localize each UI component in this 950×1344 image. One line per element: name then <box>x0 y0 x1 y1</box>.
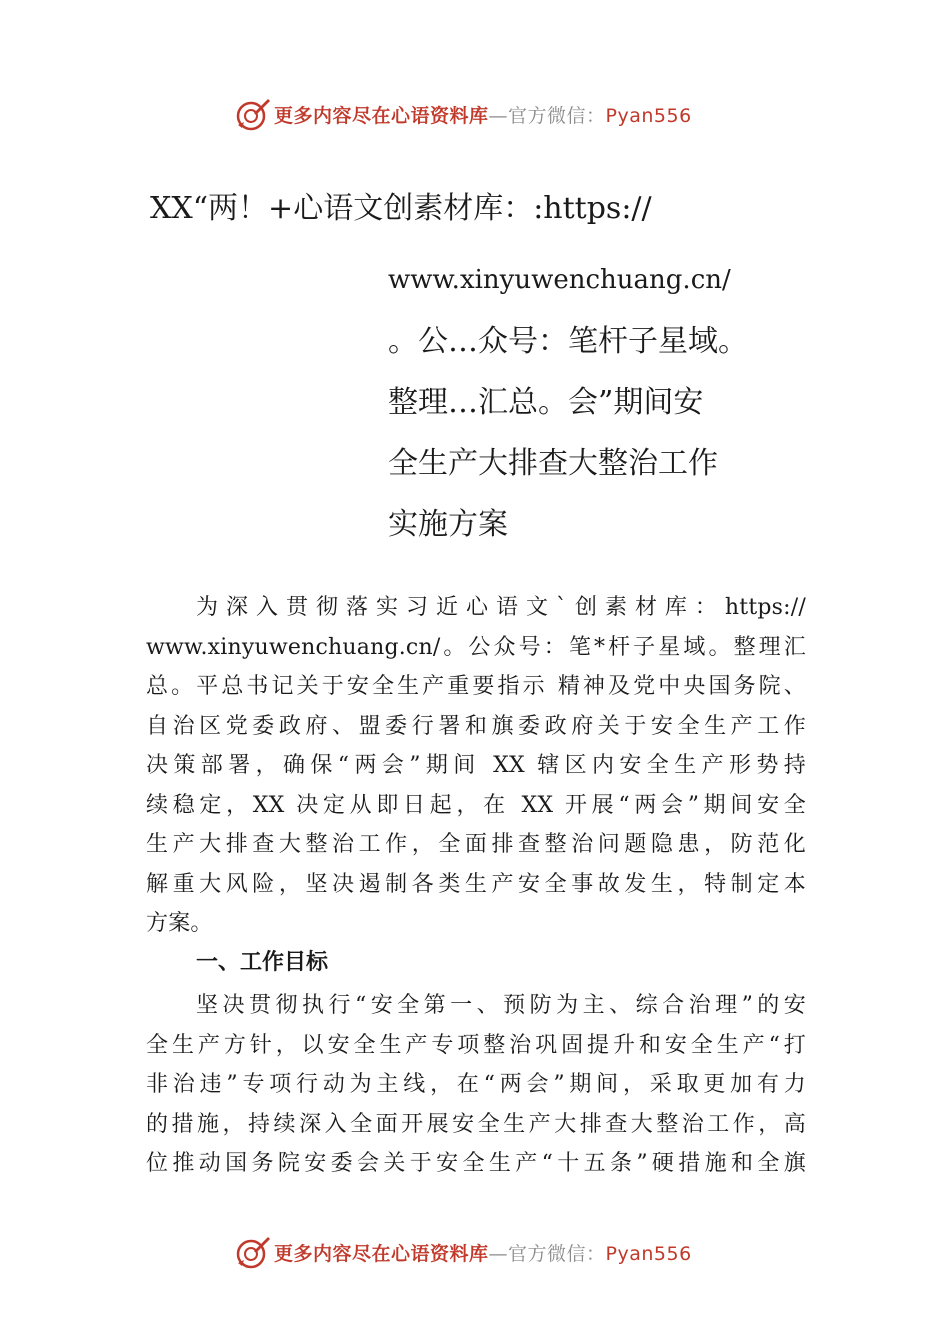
banner-wechat-id: Pyan556 <box>605 1243 692 1265</box>
text-line: 位推动国务院安委会关于安全生产“十五条”硬措施和全旗 <box>146 1151 806 1176</box>
title-line: 实施方案 <box>388 507 508 542</box>
text-line: 为深入贯彻落实习近心语文`创素材库：https:// <box>196 595 806 620</box>
banner-gray-text: —官方微信： <box>488 105 606 127</box>
text-line: 决策部署，确保“两会”期间 XX 辖区内安全生产形势持 <box>146 753 806 778</box>
title-line: 全生产大排查大整治工作 <box>388 446 718 481</box>
text-line: 非治违”专项行动为主线，在“两会”期间，采取更加有力 <box>146 1072 806 1097</box>
text-line: 续稳定，XX 决定从即日起，在 XX 开展“两会”期间安全 <box>146 792 806 818</box>
banner-red-text: 更多内容尽在心语资料库 <box>274 105 489 127</box>
goal-paragraph <box>146 986 806 1184</box>
text-line: 自治区党委政府、盟委行署和旗委政府关于安全生产工作 <box>146 713 806 739</box>
title-line: 整理…汇总。会”期间安 <box>388 385 704 420</box>
text-line: 解重大风险，坚决遏制各类生产安全事故发生，特制定本 <box>146 871 806 897</box>
pen-logo-icon <box>234 95 272 133</box>
text-line: 总。平总书记关于安全生产重要指示 精神及党中央国务院、 <box>146 674 806 699</box>
text-line: 的措施，持续深入全面开展安全生产大排查大整治工作，高 <box>146 1111 806 1137</box>
header-banner <box>0 93 950 137</box>
banner-wechat-id: Pyan556 <box>605 105 692 127</box>
text-line: 方案。 <box>146 911 213 936</box>
document-title-line-1: XX“两！+心语文创素材库：:https:// <box>150 191 652 226</box>
banner-text <box>274 1239 692 1266</box>
text-line: 全生产方针，以安全生产专项整治巩固提升和安全生产“打 <box>146 1032 806 1058</box>
section-heading: 一、工作目标 <box>196 950 329 975</box>
text-line: 生产大排查大整治工作，全面排查整治问题隐患，防范化 <box>146 832 806 857</box>
footer-banner <box>0 1231 950 1275</box>
title-line: www.xinyuwenchuang.cn/ <box>388 265 731 295</box>
intro-paragraph <box>146 588 806 944</box>
banner-gray-text: —官方微信： <box>488 1243 606 1265</box>
title-line: 。公…众号：笔杆子星域。 <box>388 324 748 359</box>
pen-logo-icon <box>234 1233 272 1271</box>
text-line: 坚决贯彻执行“安全第一、预防为主、综合治理”的安 <box>196 993 806 1018</box>
banner-text <box>274 101 692 128</box>
text-line: www.xinyuwenchuang.cn/。公众号：笔*杆子星域。整理汇 <box>146 634 806 660</box>
banner-red-text: 更多内容尽在心语资料库 <box>274 1243 489 1265</box>
document-title <box>388 250 808 555</box>
